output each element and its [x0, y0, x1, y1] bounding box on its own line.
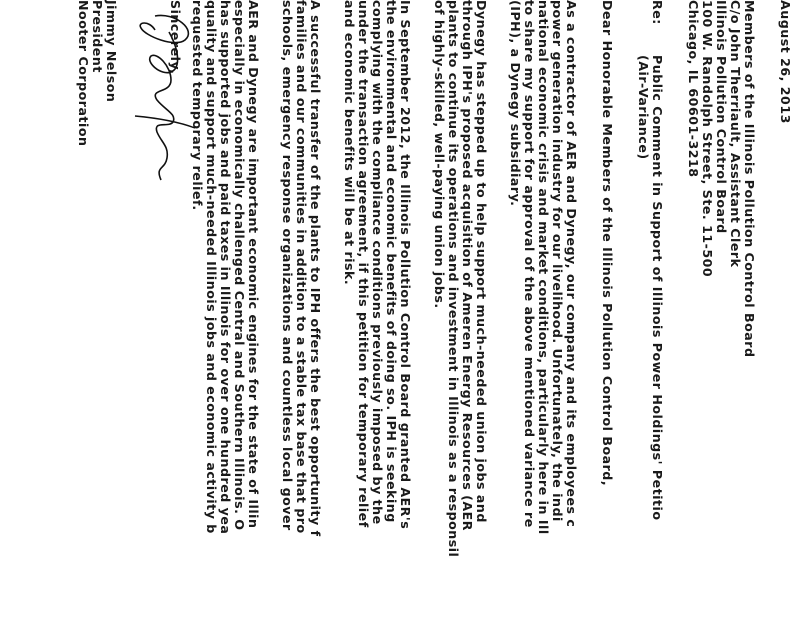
paragraph-line: plants to continue its operations and investment in Illinois as a responsil	[446, 0, 461, 558]
paragraph-line: and economic benefits will be at risk.	[342, 0, 357, 286]
paragraph-line: the environmental and economic benefits of doing so. IPH is seeking	[384, 0, 399, 523]
letter-page	[20, 0, 800, 640]
paragraph-line: of highly-skilled, well-paying union jobs.	[432, 0, 447, 309]
paragraph-line: quality and support much-needed Illinois jobs and economic activity b	[204, 0, 219, 534]
paragraph-line: (IPH), a Dynegy subsidiary.	[508, 0, 523, 207]
signer-name: Jimmy Nelson	[104, 0, 119, 103]
paragraph-line: In September 2012, the Illinois Pollution Control Board granted AER's	[398, 0, 413, 530]
re-label: Re:	[650, 0, 665, 25]
address-line: C/o John Therriault, Assistant Clerk	[728, 0, 743, 268]
paragraph-line: national economic crisis and market conditions, particularly here in Ill	[536, 0, 551, 535]
paragraph-line: As a contractor of AER and Dynegy, our company and its employees c	[564, 0, 579, 528]
letter-date: August 26, 2013	[778, 0, 793, 124]
address-line: Chicago, IL 60601-3218	[686, 0, 701, 178]
paragraph-line: power generation industry for our livelihood. Unfortunately, the indi	[550, 0, 565, 522]
paragraph-line: under the transaction agreement, if this petition for temporary relief	[356, 0, 371, 528]
paragraph-line: especially in economically challenged Central and Southern Illinois. O	[232, 0, 247, 531]
subject-line: (Air-Variance)	[636, 55, 651, 160]
signer-company: Nooter Corporation	[76, 0, 91, 147]
address-line: 100 W. Randolph Street, Ste. 11-500	[700, 0, 715, 278]
paragraph-line: complying with the compliance conditions previously imposed by the	[370, 0, 385, 525]
handwritten-signature	[125, 10, 215, 210]
address-line: Members of the Illinois Pollution Control Board	[742, 0, 757, 358]
paragraph-line: through IPH's proposed acquisition of Ameren Energy Resources (AER	[460, 0, 475, 531]
paragraph-line: AER and Dynegy are important economic engines for the state of Illin	[246, 0, 261, 529]
address-line: Illinois Pollution Control Board	[714, 0, 729, 234]
paragraph-line: families and our communities in addition to a stable tax base that pro	[294, 0, 309, 534]
paragraph-line: has supported jobs and paid taxes in Illinois for over one hundred yea	[218, 0, 233, 535]
paragraph-line: schools, emergency response organizations and countless local gover	[280, 0, 295, 531]
paragraph-line: to share my support for approval of the above mentioned variance re	[522, 0, 537, 528]
paragraph-line: Dynegy has stepped up to help support much-needed union jobs and	[474, 0, 489, 523]
paragraph-line: A successful transfer of the plants to IPH offers the best opportunity f	[308, 0, 323, 537]
signer-title: President	[90, 0, 105, 73]
salutation: Dear Honorable Members of the Illinois Pollution Control Board,	[600, 0, 615, 487]
closing: Sincerely,	[168, 0, 183, 75]
subject-line: Public Comment in Support of Illinois Power Holdings' Petitio	[650, 55, 665, 521]
paragraph-line: requested temporary relief.	[190, 0, 205, 211]
